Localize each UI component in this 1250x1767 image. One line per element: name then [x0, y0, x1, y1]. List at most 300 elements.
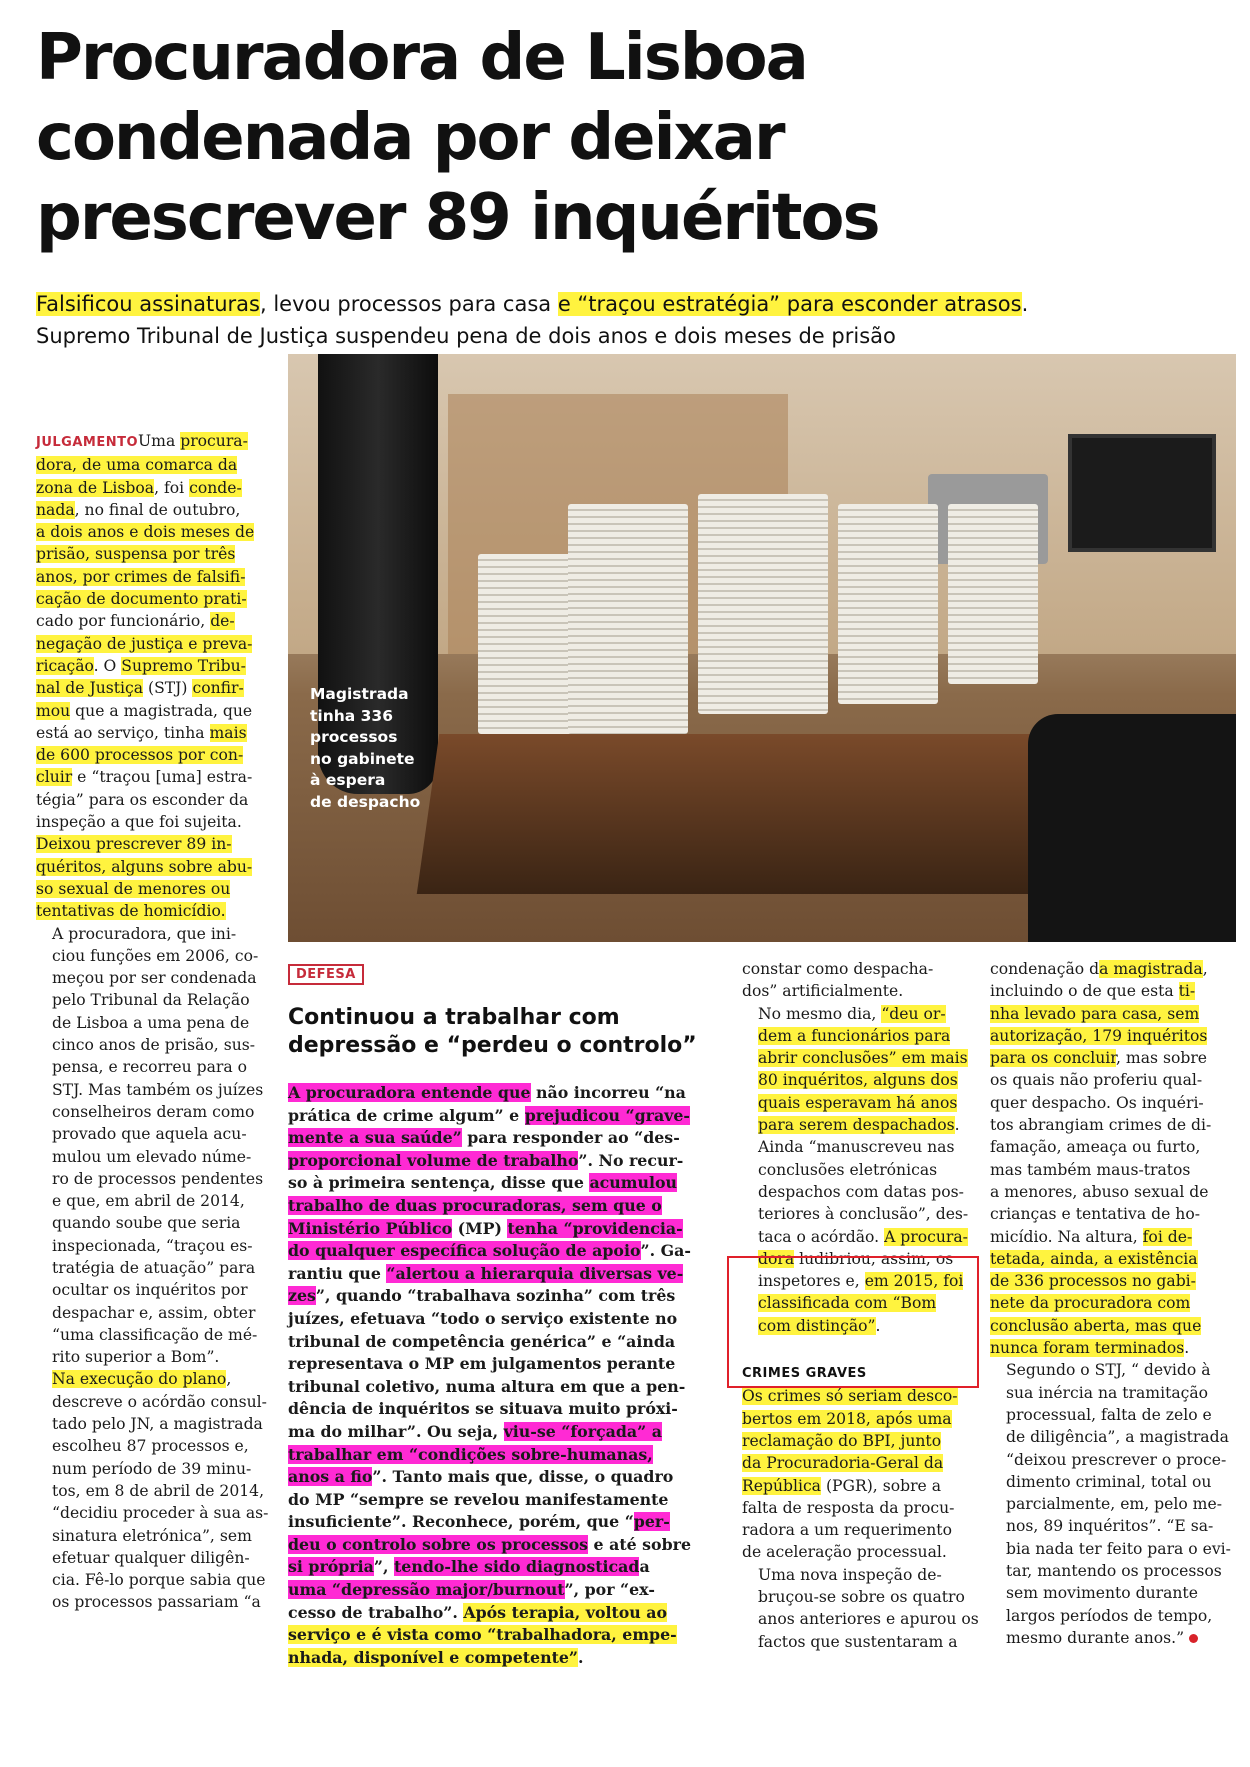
- text-run: quer despacho. Os inquéri-: [990, 1093, 1204, 1112]
- text-run: A procuradora, que ini-: [52, 924, 237, 943]
- highlight-yellow: abrir conclusões” em mais: [758, 1049, 968, 1068]
- text-line: [990, 1114, 1236, 1136]
- highlight-yellow: Na execução do plano: [52, 1370, 227, 1389]
- photo-chair: [1028, 714, 1236, 942]
- highlight-pink: do qualquer específica solução de apoio: [288, 1241, 641, 1261]
- text-line: [288, 1353, 708, 1376]
- col3-paragraph-4: [742, 1564, 979, 1653]
- text-run: e até sobre: [588, 1534, 692, 1554]
- highlight-yellow: de 600 processos por con-: [36, 746, 244, 765]
- highlight-yellow: negação de justiça e preva-: [36, 634, 253, 653]
- text-run: , foi: [154, 478, 190, 497]
- text-line: [52, 1212, 274, 1234]
- text-line: [742, 1430, 974, 1452]
- highlight-yellow: ricação: [36, 656, 94, 675]
- text-line: [36, 499, 274, 521]
- text-line: [758, 1003, 974, 1025]
- text-line: [742, 1385, 974, 1407]
- text-line: [288, 1556, 708, 1579]
- text-run: ”. Ga-: [640, 1241, 691, 1261]
- text-line: [742, 1475, 974, 1497]
- text-line: [52, 1190, 274, 1212]
- text-run: juízes, efetuava “todo o serviço existente no: [288, 1308, 678, 1328]
- deck-text: .: [1021, 292, 1029, 316]
- highlight-pink: Ministério Público: [288, 1218, 453, 1238]
- text-line: [52, 1458, 274, 1480]
- text-run: Ainda “manuscreveu nas: [758, 1138, 955, 1157]
- text-run: cia. Fê-lo porque sabia que: [52, 1571, 266, 1590]
- text-line: [990, 1315, 1236, 1337]
- text-run: inspetores e,: [758, 1272, 865, 1291]
- highlight-yellow: Após terapia, voltou ao: [463, 1602, 668, 1622]
- highlight-yellow: anos, por crimes de falsifi-: [36, 567, 246, 586]
- highlight-yellow: nal de Justiça: [36, 679, 144, 698]
- kicker-julgamento: JULGAMENTO: [36, 435, 139, 450]
- text-run: famação, ameaça ou furto,: [990, 1138, 1201, 1157]
- highlight-pink: trabalho de duas procuradoras, sem que o: [288, 1195, 662, 1215]
- text-run: condenação d: [990, 960, 1100, 978]
- text-run: radora a um requerimento: [742, 1521, 952, 1540]
- text-line: [36, 766, 274, 788]
- text-line: [742, 1541, 974, 1563]
- text-run: inspecionada, “traçou es-: [52, 1236, 253, 1255]
- text-run: ludibriou, assim, os: [794, 1249, 954, 1268]
- highlight-yellow: com distinção”: [758, 1316, 876, 1335]
- highlight-yellow: nhada, disponível e competente”: [288, 1647, 579, 1667]
- text-run: a: [639, 1557, 650, 1577]
- text-run: (MP): [452, 1218, 508, 1238]
- text-line: [52, 1302, 274, 1324]
- photo-paper-stack: [698, 494, 828, 714]
- text-run: ma do milhar”. Ou seja,: [288, 1421, 504, 1441]
- text-line: [758, 1159, 974, 1181]
- text-run: , no final de outubro,: [74, 500, 241, 519]
- highlight-yellow: mais: [209, 723, 247, 742]
- end-of-article-dot: [1189, 1634, 1198, 1643]
- highlight-pink: zes: [288, 1286, 316, 1306]
- col1-paragraph-3: [36, 1368, 274, 1613]
- text-line: [990, 1025, 1236, 1047]
- text-run: pensa, e recorreu para o: [52, 1058, 247, 1077]
- text-line: [742, 1519, 974, 1541]
- text-line: [52, 1034, 274, 1056]
- text-run: cado por funcionário,: [36, 612, 211, 631]
- text-run: que a magistrada, que: [70, 701, 253, 720]
- text-line: [36, 633, 274, 655]
- text-line: [288, 1127, 708, 1150]
- text-run: tado pelo JN, a magistrada: [52, 1415, 263, 1434]
- col1-paragraph-2: [36, 923, 274, 1369]
- text-line: [742, 1408, 974, 1430]
- text-line: [990, 958, 1236, 980]
- text-run: sem movimento durante: [1006, 1584, 1198, 1603]
- text-line: [36, 900, 274, 922]
- text-run: bruçou-se sobre os quatro: [758, 1588, 965, 1607]
- text-line: [1006, 1404, 1236, 1426]
- text-run: crianças e tentativa de ho-: [990, 1205, 1200, 1224]
- text-line: [990, 1337, 1236, 1359]
- text-run: mulou um elevado núme-: [52, 1147, 252, 1166]
- text-run: para responder ao “des-: [461, 1128, 680, 1148]
- highlight-yellow: para os concluir: [990, 1049, 1116, 1068]
- text-run: insuficiente”. Reconhece, porém, que “: [288, 1512, 634, 1532]
- text-line: [288, 1285, 708, 1308]
- text-line: [52, 1435, 274, 1457]
- highlight-yellow: tetada, ainda, a existência: [990, 1249, 1198, 1268]
- text-run: ”,: [373, 1557, 394, 1577]
- red-annotation-box: [727, 1256, 979, 1388]
- text-line: [36, 566, 274, 588]
- text-line: [52, 1079, 274, 1101]
- text-line: [52, 945, 274, 967]
- text-run: .: [954, 1116, 960, 1135]
- highlight-yellow: Supremo Tribu-: [121, 656, 246, 675]
- highlight-pink: A procuradora entende que: [288, 1083, 531, 1102]
- text-run: efetuar qualquer diligên-: [52, 1548, 250, 1567]
- text-run: sinatura eletrónica”, sem: [52, 1526, 252, 1545]
- highlight-yellow: bertos em 2018, após uma: [742, 1409, 952, 1428]
- highlight-yellow: cação de documento prati-: [36, 590, 247, 609]
- highlight-yellow: dem a funcionários para: [758, 1026, 951, 1045]
- text-line: [52, 1502, 274, 1524]
- column-2-defesa: [288, 1082, 708, 1669]
- text-run: STJ. Mas também os juízes: [52, 1080, 264, 1099]
- text-line: [990, 1270, 1236, 1292]
- highlight-yellow: conclusão aberta, mas que: [990, 1316, 1202, 1335]
- text-run: meçou por ser condenada: [52, 969, 257, 988]
- text-line: [990, 1092, 1236, 1114]
- article-photo: [288, 354, 1236, 942]
- text-run: representava o MP em julgamentos perante: [288, 1354, 676, 1374]
- text-line: [36, 811, 274, 833]
- text-line: [758, 1047, 974, 1069]
- text-line: [36, 744, 274, 766]
- col1-lines: [36, 454, 274, 922]
- text-run: escolheu 87 processos e,: [52, 1437, 249, 1456]
- text-line: [288, 1308, 708, 1331]
- text-line: [742, 958, 974, 980]
- highlight-yellow: so sexual de menores ou: [36, 879, 231, 898]
- defesa-subhead: [288, 1004, 708, 1060]
- text-line: [1006, 1493, 1236, 1515]
- text-run: tribunal coletivo, numa altura em que a pen-: [288, 1376, 686, 1396]
- highlight-yellow: nha levado para casa, sem: [990, 1004, 1200, 1023]
- text-run: os processos passariam “a: [52, 1593, 261, 1612]
- text-line: [758, 1092, 974, 1114]
- text-line: [288, 1466, 708, 1489]
- highlight-pink: si própria: [288, 1557, 374, 1577]
- text-line: [36, 521, 274, 543]
- highlight-yellow: de-: [210, 612, 235, 631]
- text-line: [52, 1368, 274, 1390]
- text-line: [52, 1480, 274, 1502]
- text-line: [288, 1489, 708, 1512]
- text-line: [36, 477, 274, 499]
- text-run: não incorreu “na: [530, 1083, 686, 1102]
- text-run: processual, falta de zelo e: [1006, 1405, 1212, 1424]
- highlight-yellow: nunca foram terminados: [990, 1339, 1185, 1358]
- deck-line-1: [36, 288, 1236, 320]
- text-line: [990, 1069, 1236, 1091]
- text-line: [36, 856, 274, 878]
- text-run: ocultar os inquéritos por: [52, 1281, 248, 1300]
- highlight-yellow: quais esperavam há anos: [758, 1093, 958, 1112]
- highlight-yellow: tentativas de homicídio.: [36, 902, 226, 921]
- photo-paper-stack: [948, 504, 1038, 684]
- text-line: [52, 1012, 274, 1034]
- photo-monitor: [1068, 434, 1216, 552]
- text-run: tos, em 8 de abril de 2014,: [52, 1481, 265, 1500]
- text-line: [36, 655, 274, 677]
- text-run: .: [1184, 1339, 1190, 1358]
- highlight-yellow: República: [742, 1476, 821, 1495]
- text-run: mas também maus-tratos: [990, 1160, 1191, 1179]
- col1-first-line: [36, 430, 274, 454]
- highlight-pink: per-: [633, 1512, 670, 1532]
- text-line: [758, 1226, 974, 1248]
- text-line: [1006, 1449, 1236, 1471]
- text-run: .: [875, 1316, 881, 1335]
- text-line: [52, 1547, 274, 1569]
- deck-highlight: Falsificou assinaturas: [36, 292, 260, 316]
- text-run: ”. No recur-: [578, 1150, 684, 1170]
- text-run: ciou funções em 2006, co-: [52, 946, 259, 965]
- text-run: (PGR), sobre a: [820, 1476, 942, 1495]
- text-run: teriores à conclusão”, des-: [758, 1205, 969, 1224]
- text-line: [288, 1421, 708, 1444]
- text-line: [52, 1235, 274, 1257]
- text-line: [52, 1279, 274, 1301]
- text-line: [1006, 1560, 1236, 1582]
- text-run: parcialmente, em, pelo me-: [1006, 1495, 1222, 1514]
- text-line: [1006, 1382, 1236, 1404]
- highlight-yellow: cluir: [36, 768, 73, 787]
- col3-paragraph-1: [742, 958, 974, 1003]
- text-line: [288, 1150, 708, 1173]
- deck-line-2: Supremo Tribunal de Justiça suspendeu pena de dois anos e dois meses de prisão: [36, 324, 896, 348]
- text-line: [52, 923, 274, 945]
- highlight-yellow: “deu or-: [881, 1004, 946, 1023]
- headline: [36, 18, 1226, 258]
- text-line: [1006, 1426, 1236, 1448]
- text-line: [1006, 1515, 1236, 1537]
- text-run: rantiu que: [288, 1263, 387, 1283]
- highlight-yellow: em 2015, foi: [864, 1272, 964, 1291]
- text-line: [742, 1497, 974, 1519]
- text-run: “uma classificação de mé-: [52, 1325, 258, 1344]
- text-line: [52, 1569, 274, 1591]
- text-line: [52, 1146, 274, 1168]
- text-line: [758, 1181, 974, 1203]
- col1-paragraph-1: [36, 430, 274, 923]
- text-line: [52, 1101, 274, 1123]
- text-line: [36, 454, 274, 476]
- highlight-yellow: a magistrada: [1099, 960, 1203, 978]
- text-run: ”, por “ex-: [564, 1580, 655, 1600]
- text-run: incluindo o de que esta: [990, 982, 1179, 1001]
- text-line: [1006, 1627, 1236, 1649]
- text-line: [288, 1398, 708, 1421]
- text-run: micídio. Na altura,: [990, 1227, 1143, 1246]
- text-line: [36, 677, 274, 699]
- text-run: os quais não proferiu qual-: [990, 1071, 1203, 1090]
- highlight-pink: prejudicou “grave-: [524, 1105, 690, 1125]
- kicker-crimes-graves: CRIMES GRAVES: [742, 1366, 867, 1382]
- text-line: [288, 1376, 708, 1399]
- text-run: , mas sobre: [1116, 1049, 1208, 1068]
- highlight-yellow: nada: [36, 500, 75, 519]
- highlight-pink: deu o controlo sobre os processos: [288, 1534, 589, 1554]
- highlight-yellow: foi de-: [1142, 1227, 1193, 1246]
- text-line: [1006, 1471, 1236, 1493]
- text-line: [288, 1534, 708, 1557]
- text-line: [52, 1123, 274, 1145]
- text-line: [758, 1586, 974, 1608]
- text-line: [758, 1608, 979, 1630]
- deck-text: , levou processos para casa: [260, 292, 558, 316]
- highlight-yellow: conde-: [189, 478, 242, 497]
- highlight-pink: proporcional volume de trabalho: [288, 1150, 579, 1170]
- text-run: (STJ): [143, 679, 193, 698]
- highlight-yellow: para serem despachados: [758, 1116, 955, 1135]
- column-1: [36, 430, 274, 1614]
- col3-paragraph-3: [742, 1385, 974, 1563]
- headline-line: prescrever 89 inquéritos: [36, 181, 879, 255]
- text-run: cinco anos de prisão, sus-: [52, 1036, 256, 1055]
- text-run: do MP “sempre se revelou manifestamente: [288, 1489, 669, 1509]
- text-line: [52, 1391, 274, 1413]
- highlight-pink: tendo-lhe sido diagnosticad: [394, 1557, 640, 1577]
- photo-caption: Magistrada tinha 336 processos no gabinete à espera de despacho: [310, 685, 421, 811]
- text-run: inspeção a que foi sujeita.: [36, 813, 242, 832]
- highlight-yellow: confir-: [192, 679, 244, 698]
- text-run: “decidiu proceder à sua as-: [52, 1504, 269, 1523]
- text-line: [36, 878, 274, 900]
- text-run: prática de crime algum” e: [288, 1105, 525, 1125]
- highlight-pink: acumulou: [589, 1173, 677, 1193]
- text-line: [990, 1226, 1236, 1248]
- highlight-pink: uma “depressão major/burnout: [288, 1580, 565, 1600]
- highlight-yellow: dora: [758, 1249, 795, 1268]
- text-line: [1006, 1605, 1236, 1627]
- text-run: de Lisboa a uma pena de: [52, 1013, 250, 1032]
- highlight-yellow: ti-: [1178, 982, 1196, 1001]
- text-line: [52, 1168, 274, 1190]
- text-run: constar como despacha-: [742, 960, 934, 978]
- text-line: [990, 1136, 1236, 1158]
- text-run: tribunal de competência genérica” e “ainda: [288, 1331, 676, 1351]
- text-line: [990, 1159, 1236, 1181]
- highlight-yellow: Deixou prescrever 89 in-: [36, 835, 232, 854]
- text-line: [52, 989, 274, 1011]
- text-run: dimento criminal, total ou: [1006, 1472, 1212, 1491]
- highlight-yellow: nete da procuradora com: [990, 1294, 1191, 1313]
- highlight-yellow: reclamação do BPI, junto: [742, 1431, 942, 1450]
- text-run: largos períodos de tempo,: [1006, 1606, 1213, 1625]
- text-run: tégia” para os esconder da: [36, 790, 249, 809]
- col1-line-content: [138, 432, 248, 450]
- text-line: [758, 1025, 974, 1047]
- text-run: .: [578, 1647, 584, 1667]
- defesa-tag: DEFESA: [288, 964, 364, 985]
- text-run: nos, 89 inquéritos”. “E sa-: [1006, 1517, 1214, 1536]
- text-line: [36, 610, 274, 632]
- text-line: [288, 1331, 708, 1354]
- highlight-yellow: a dois anos e dois meses de: [36, 523, 255, 542]
- text-line: [36, 789, 274, 811]
- highlight-yellow: autorização, 179 inquéritos: [990, 1026, 1208, 1045]
- text-run: No mesmo dia,: [758, 1004, 882, 1023]
- highlight-yellow: A procura-: [884, 1227, 968, 1246]
- highlight-pink: “alertou a hierarquia diversas ve-: [386, 1263, 684, 1283]
- text-run: despachos com datas pos-: [758, 1182, 964, 1201]
- text-run: tratégia de atuação” para: [52, 1258, 256, 1277]
- highlight-yellow: de 336 processos no gabi-: [990, 1272, 1196, 1291]
- text-line: [288, 1511, 708, 1534]
- text-line: [52, 1591, 274, 1613]
- text-line: [288, 1218, 708, 1241]
- highlight-pink: mente a sua saúde”: [288, 1128, 462, 1148]
- text-run: “deixou prescrever o proce-: [1006, 1450, 1227, 1469]
- highlight-pink: anos a fio: [288, 1467, 373, 1487]
- text-run: dência de inquéritos se situava muito próxi-: [288, 1399, 678, 1419]
- text-run: tos abrangiam crimes de di-: [990, 1116, 1212, 1135]
- text-run: e “traçou [uma] estra-: [72, 768, 253, 787]
- text-line: [990, 1292, 1236, 1314]
- text-run: falta de resposta da procu-: [742, 1498, 955, 1517]
- highlight-yellow: zona de Lisboa: [36, 478, 155, 497]
- text-line: [52, 967, 274, 989]
- deck: [36, 288, 1236, 352]
- photo-paper-stack: [568, 504, 688, 734]
- subhead-line: Continuou a trabalhar com: [288, 1005, 620, 1030]
- text-line: [288, 1579, 708, 1602]
- text-run: sua inércia na tramitação: [1006, 1383, 1209, 1402]
- highlight-yellow: 80 inquéritos, alguns dos: [758, 1071, 958, 1090]
- headline-line: Procuradora de Lisboa: [36, 21, 807, 95]
- text-line: [758, 1203, 974, 1225]
- text-line: [52, 1257, 274, 1279]
- text-run: ”. Tanto mais que, disse, o quadro: [372, 1467, 674, 1487]
- text-line: [288, 1444, 708, 1467]
- photo-paper-stack: [838, 504, 938, 704]
- text-run: conclusões eletrónicas: [758, 1160, 938, 1179]
- text-line: [990, 1248, 1236, 1270]
- text-line: [288, 1602, 708, 1625]
- text-line: [758, 1114, 974, 1136]
- text-run: conselheiros deram como: [52, 1102, 255, 1121]
- text-line: [1006, 1582, 1236, 1604]
- highlight-yellow: prisão, suspensa por três: [36, 545, 236, 564]
- text-run: num período de 39 minu-: [52, 1459, 252, 1478]
- deck-highlight: e “traçou estratégia” para esconder atrasos: [557, 292, 1022, 316]
- highlight-yellow: da Procuradoria-Geral da: [742, 1454, 944, 1473]
- text-line: [52, 1056, 274, 1078]
- text-line: [990, 1003, 1236, 1025]
- highlight-pink: tenha “providencia-: [507, 1218, 683, 1238]
- text-line: [1006, 1538, 1236, 1560]
- text-run: de aceleração processual.: [742, 1543, 947, 1562]
- text-run: Uma nova inspeção de-: [758, 1565, 942, 1584]
- text-run: Uma: [138, 432, 181, 450]
- text-run: cesso de trabalho”.: [288, 1602, 464, 1622]
- text-line: [288, 1172, 708, 1195]
- text-line: [288, 1105, 708, 1128]
- text-line: [990, 1047, 1236, 1069]
- text-run: despachar e, assim, obter: [52, 1303, 256, 1322]
- text-run: pelo Tribunal da Relação: [52, 991, 250, 1010]
- photo-paper-stack: [478, 554, 578, 734]
